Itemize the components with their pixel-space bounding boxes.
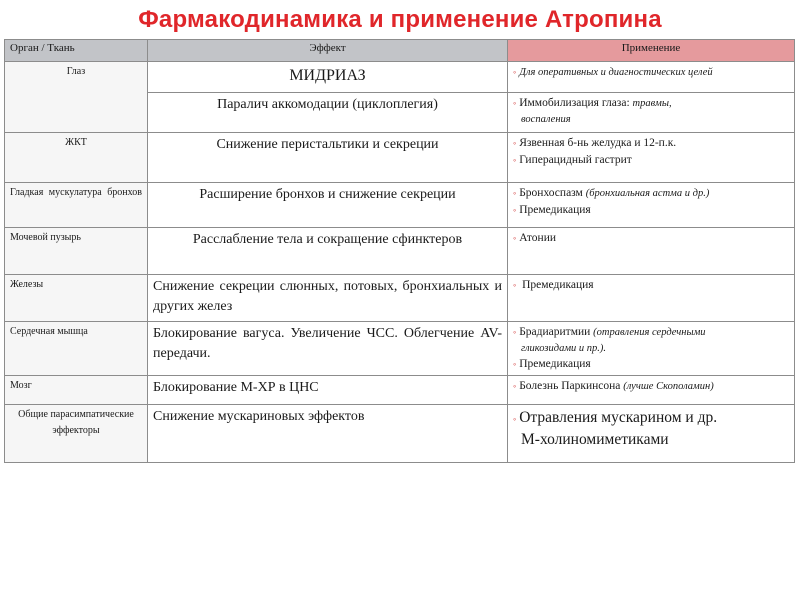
organ-cell: ЖКТ [5, 133, 148, 183]
bullet-icon: ◦ [513, 414, 517, 424]
bullet-icon: ◦ [513, 188, 517, 198]
effect-cell: Расширение бронхов и снижение секреции [148, 183, 508, 228]
application-cell: ◦ Атонии [508, 228, 795, 275]
table-row [5, 376, 795, 405]
bullet-icon: ◦ [513, 327, 517, 337]
page-title: Фармакодинамика и применение Атропина [138, 6, 662, 33]
bullet-icon: ◦ [513, 358, 517, 369]
bullet-icon: ◦ [513, 280, 517, 290]
organ-cell: Мозг [5, 376, 148, 405]
header-application: Применение [508, 40, 795, 62]
organ-cell: Глаз [5, 62, 148, 133]
organ-cell: Мочевой пузырь [5, 228, 148, 275]
bullet-icon: ◦ [513, 233, 517, 243]
table-row [5, 62, 795, 93]
application-cell: ◦ Болезнь Паркинсона (лучше Скополамин) [508, 376, 795, 405]
application-cell: ◦ Бронхоспазм (бронхиальная астма и др.) ◦ Премедикация [508, 183, 795, 228]
table-row [5, 405, 795, 463]
application-cell: ◦ Язвенная б-нь желудка и 12-п.к. ◦ Гиперацидный гастрит [508, 133, 795, 183]
organ-cell: Железы [5, 275, 148, 322]
bullet-icon: ◦ [513, 154, 517, 165]
bullet-icon: ◦ [513, 381, 517, 391]
effect-cell: Паралич аккомодации (циклоплегия) [148, 93, 508, 133]
table-row [5, 228, 795, 275]
bullet-icon: ◦ [513, 98, 517, 108]
table-row [5, 275, 795, 322]
application-cell: ◦ Иммобилизация глаза: травмы, воспаления [508, 93, 795, 133]
application-cell: ◦ Премедикация [508, 275, 795, 322]
bullet-icon: ◦ [513, 204, 517, 215]
table-row [5, 133, 795, 183]
effect-cell: МИДРИАЗ [148, 62, 508, 93]
table-row [5, 322, 795, 376]
effect-cell: Снижение секреции слюнных, потовых, бронхиальных и других желез [148, 275, 508, 322]
application-cell: ◦ Отравления мускарином и др. М-холиномиметиками [508, 405, 795, 463]
header-effect: Эффект [148, 40, 508, 62]
table-row [5, 183, 795, 228]
effect-cell: Расслабление тела и сокращение сфинктеров [148, 228, 508, 275]
organ-cell: Сердечная мышца [5, 322, 148, 376]
table-header-row [5, 40, 795, 62]
effect-cell: Блокирование М-ХР в ЦНС [148, 376, 508, 405]
organ-cell: Общие парасимпатические эффекторы [5, 405, 148, 463]
bullet-icon: ◦ [513, 67, 517, 77]
header-organ: Орган / Ткань [5, 40, 148, 62]
effect-cell: Блокирование вагуса. Увеличение ЧСС. Облегчение AV-передачи. [148, 322, 508, 376]
effect-cell: Снижение перистальтики и секреции [148, 133, 508, 183]
bullet-icon: ◦ [513, 138, 517, 148]
application-cell: ◦ Брадиаритмии (отравления сердечными гликозидами и пр.). ◦ Премедикация [508, 322, 795, 376]
organ-cell: Гладкая мускулатура бронхов [5, 183, 148, 228]
atropine-table [4, 39, 795, 463]
application-cell: ◦ Для оперативных и диагностических целей [508, 62, 795, 93]
effect-cell: Снижение мускариновых эффектов [148, 405, 508, 463]
